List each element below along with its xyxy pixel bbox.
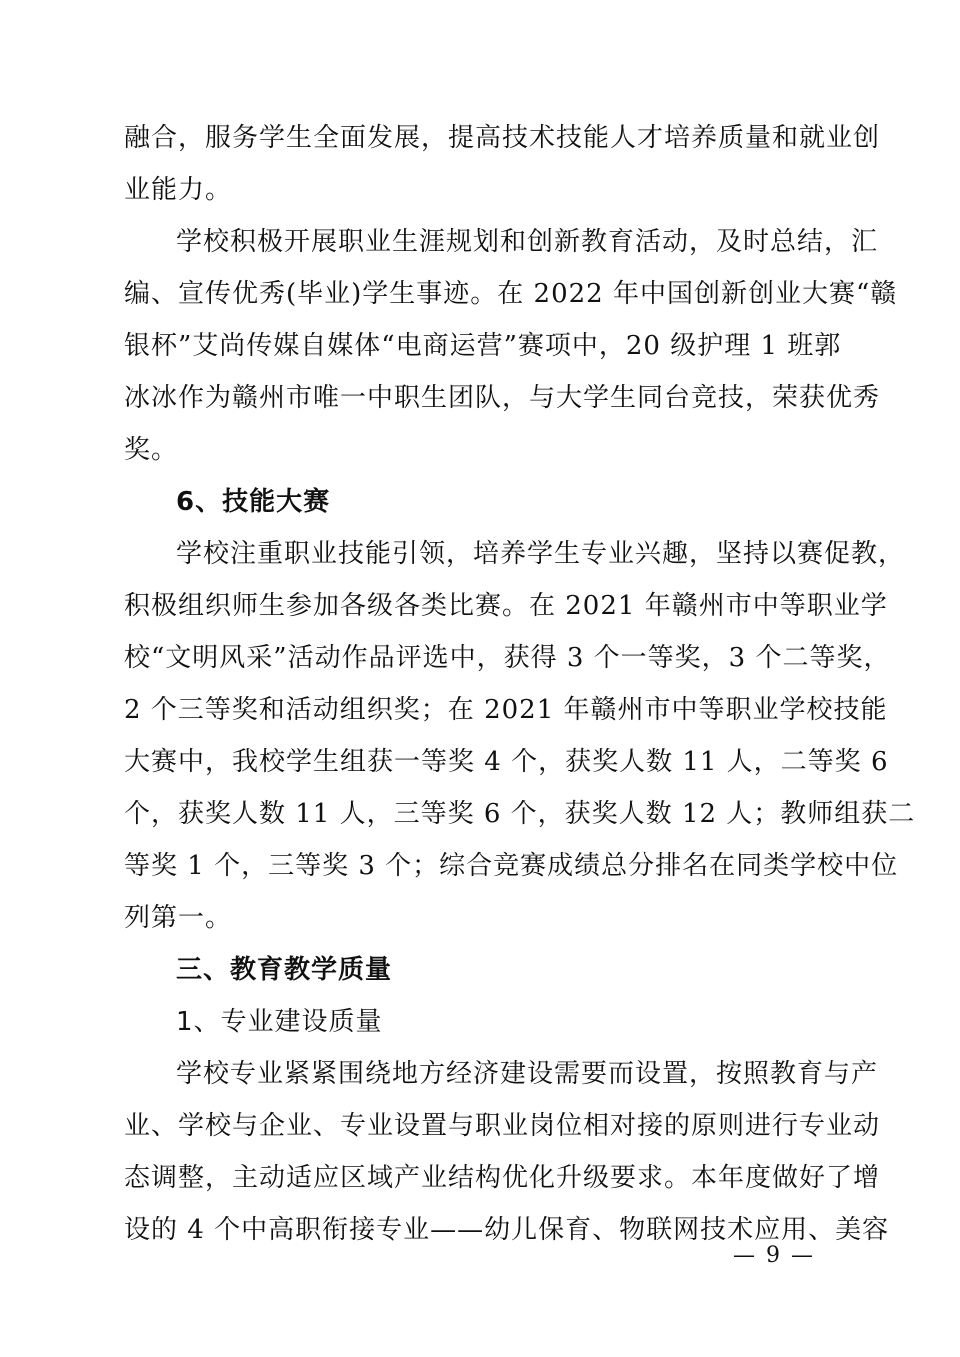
text-line: 2 个三等奖和活动组织奖；在 2021 年赣州市中等职业学校技能 [124,695,888,725]
text-line: 编、宣传优秀(毕业)学生事迹。在 2022 年中国创新创业大赛“赣 [124,279,898,309]
text-line: 融合，服务学生全面发展，提高技术技能人才培养质量和就业创 [124,123,881,153]
text-line: 学校注重职业技能引领，培养学生专业兴趣，坚持以赛促教， [176,539,906,569]
text-line: 态调整，主动适应区域产业结构优化升级要求。本年度做好了增 [124,1163,881,1193]
text-line: 个，获奖人数 11 人，三等奖 6 个，获奖人数 12 人；教师组获二 [124,799,916,829]
text-line: 奖。 [124,435,179,465]
subsection-heading: 1、专业建设质量 [176,1007,383,1037]
text-line: 冰冰作为赣州市唯一中职生团队，与大学生同台竞技，荣获优秀 [124,383,881,413]
text-line: 积极组织师生参加各级各类比赛。在 2021 年赣州市中等职业学 [124,591,888,621]
text-line: 学校专业紧紧围绕地方经济建设需要而设置，按照教育与产 [176,1059,879,1089]
text-line: 学校积极开展职业生涯规划和创新教育活动，及时总结，汇 [176,227,879,257]
text-line: 银杯”艾尚传媒自媒体“电商运营”赛项中，20 级护理 1 班郭 [124,331,842,361]
text-line: 业、学校与企业、专业设置与职业岗位相对接的原则进行专业动 [124,1111,881,1141]
text-line: 设的 4 个中高职衔接专业——幼儿保育、物联网技术应用、美容 [124,1215,890,1245]
paragraph [124,528,916,944]
document-body [124,112,916,1256]
text-line: 大赛中，我校学生组获一等奖 4 个，获奖人数 11 人，二等奖 6 [124,747,889,777]
paragraph [124,216,898,476]
section-heading: 6、技能大赛 [176,487,331,517]
text-line: 等奖 1 个，三等奖 3 个；综合竞赛成绩总分排名在同类学校中位 [124,851,899,881]
chapter-heading: 三、教育教学质量 [176,955,393,985]
text-line: 列第一。 [124,903,233,933]
paragraph [124,112,881,216]
text-line: 业能力。 [124,175,233,205]
paragraph [124,1048,890,1256]
text-line: 校“文明风采”活动作品评选中，获得 3 个一等奖，3 个二等奖， [124,643,891,673]
page-number: — 9 — [733,1243,815,1268]
